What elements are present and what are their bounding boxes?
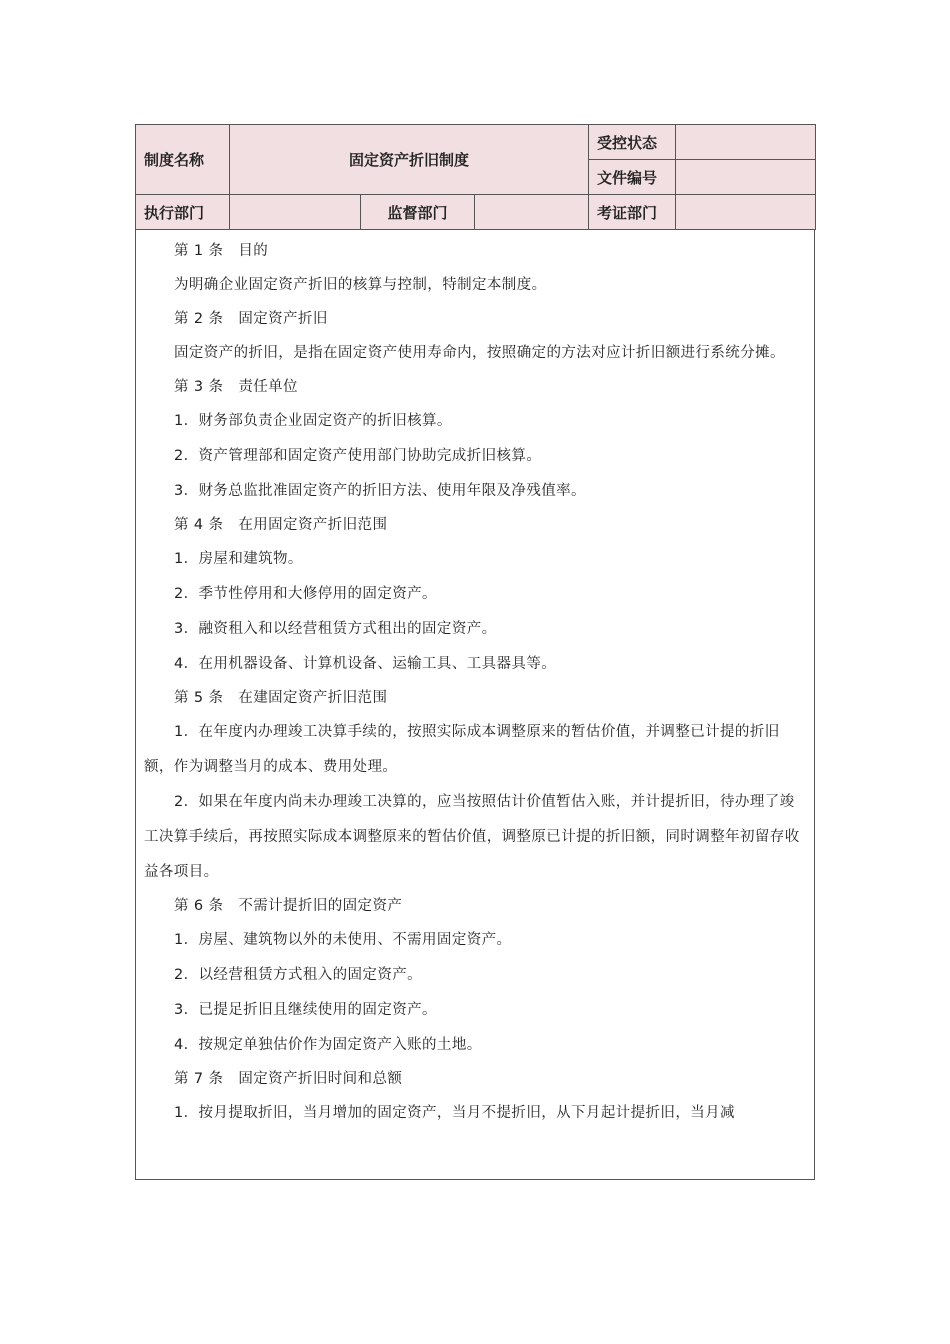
policy-body <box>135 230 815 1180</box>
list-item: 4．按规定单独估价作为固定资产入账的土地。 <box>174 1037 482 1053</box>
control-status-value <box>676 125 816 160</box>
label-control-status: 受控状态 <box>589 125 676 160</box>
list-item: 1．按月提取折旧，当月增加的固定资产，当月不提折旧，从下月起计提折旧，当月减 <box>174 1105 735 1121</box>
list-item: 4．在用机器设备、计算机设备、运输工具、工具器具等。 <box>174 656 557 672</box>
document <box>135 124 815 1180</box>
document-number-value <box>676 160 816 195</box>
article-heading: 第 7 条 固定资产折旧时间和总额 <box>174 1071 403 1087</box>
header-table <box>135 124 816 230</box>
label-supervising-department: 监督部门 <box>361 195 475 230</box>
list-item: 1．房屋和建筑物。 <box>174 551 303 567</box>
supervising-department-value <box>475 195 589 230</box>
label-verifying-department: 考证部门 <box>589 195 676 230</box>
article-heading: 第 5 条 在建固定资产折旧范围 <box>174 690 388 706</box>
executing-department-value <box>230 195 361 230</box>
label-policy-name: 制度名称 <box>136 125 230 195</box>
article-heading: 第 6 条 不需计提折旧的固定资产 <box>174 898 403 914</box>
verifying-department-value <box>676 195 816 230</box>
list-item: 3．已提足折旧且继续使用的固定资产。 <box>174 1002 437 1018</box>
list-item: 1．房屋、建筑物以外的未使用、不需用固定资产。 <box>174 932 512 948</box>
paragraph: 为明确企业固定资产折旧的核算与控制，特制定本制度。 <box>174 277 547 293</box>
list-item: 2．如果在年度内尚未办理竣工决算的，应当按照估计价值暂估入账，并计提折旧，待办理了竣工决算手续后，再按照实际成本调整原来的暂估价值，调整原已计提的折旧额，同时调整年初留存收益各项目。 <box>144 794 800 880</box>
label-executing-department: 执行部门 <box>136 195 230 230</box>
article-heading: 第 2 条 固定资产折旧 <box>174 311 328 327</box>
paragraph: 固定资产的折旧，是指在固定资产使用寿命内，按照确定的方法对应计折旧额进行系统分摊。 <box>174 345 785 361</box>
list-item: 3．融资租入和以经营租赁方式租出的固定资产。 <box>174 621 497 637</box>
article-heading: 第 1 条 目的 <box>174 243 269 259</box>
list-item: 3．财务总监批准固定资产的折旧方法、使用年限及净残值率。 <box>174 483 586 499</box>
list-item: 1．财务部负责企业固定资产的折旧核算。 <box>174 413 452 429</box>
list-item: 2．季节性停用和大修停用的固定资产。 <box>174 586 437 602</box>
list-item: 2．以经营租赁方式租入的固定资产。 <box>174 967 423 983</box>
list-item: 1．在年度内办理竣工决算手续的，按照实际成本调整原来的暂估价值，并调整已计提的折旧额，作为调整当月的成本、费用处理。 <box>144 724 780 775</box>
article-heading: 第 4 条 在用固定资产折旧范围 <box>174 517 388 533</box>
policy-title: 固定资产折旧制度 <box>230 125 589 195</box>
list-item: 2．资产管理部和固定资产使用部门协助完成折旧核算。 <box>174 448 542 464</box>
article-heading: 第 3 条 责任单位 <box>174 379 298 395</box>
label-document-number: 文件编号 <box>589 160 676 195</box>
